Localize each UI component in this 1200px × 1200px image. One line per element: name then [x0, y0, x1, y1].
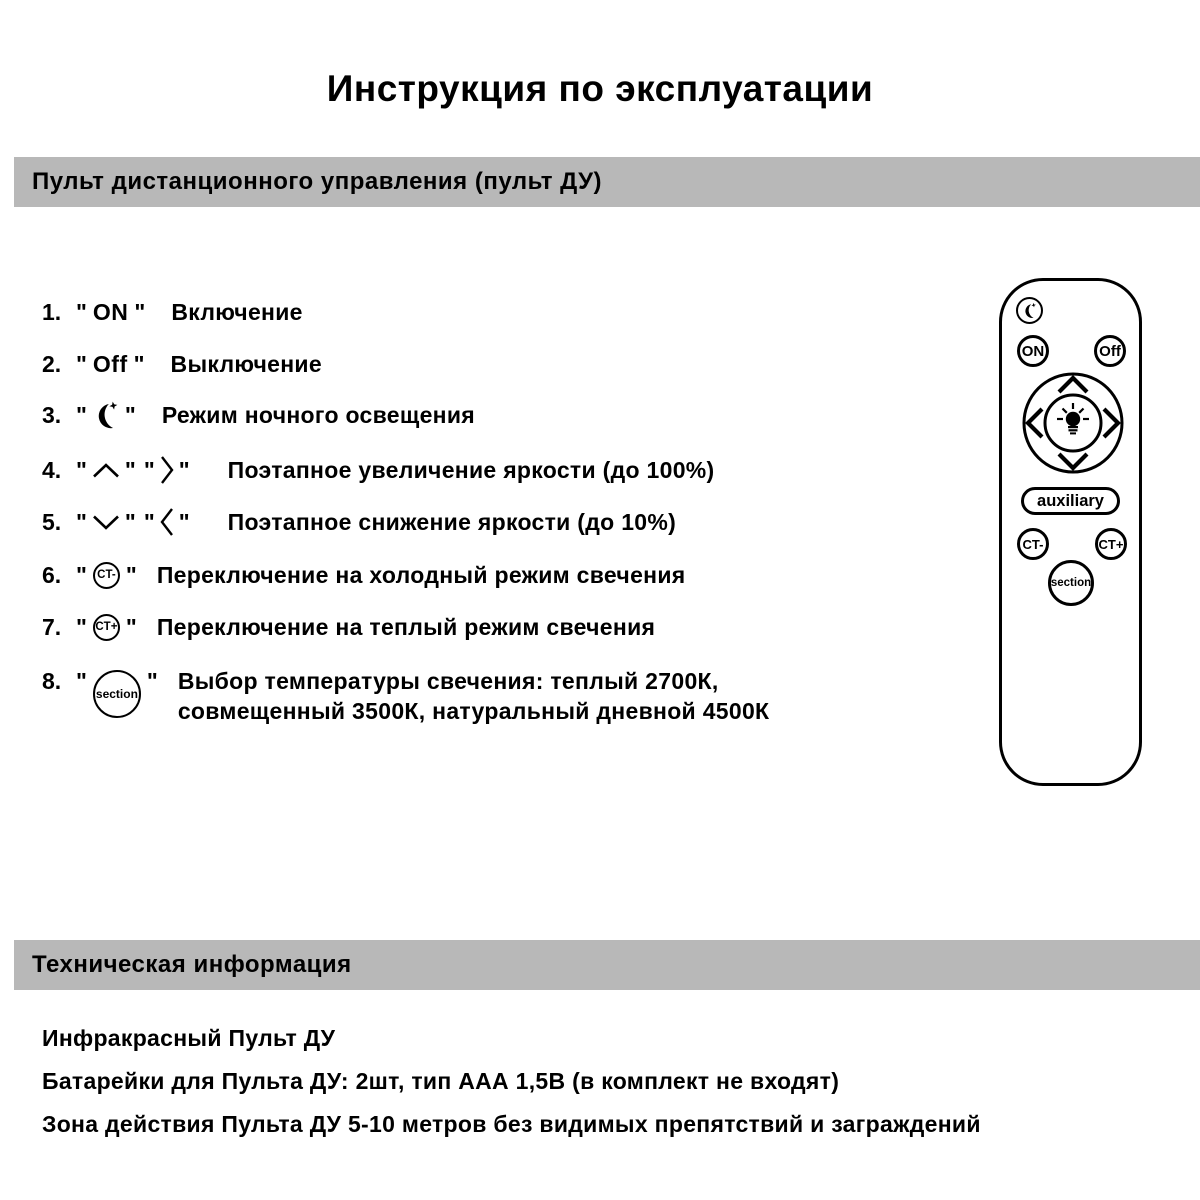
list-item-section: [42, 663, 769, 728]
quote-mark: ": [146, 668, 158, 694]
quote-mark: ": [178, 508, 190, 535]
section-button: [1048, 560, 1094, 606]
quote-mark: ": [76, 401, 87, 428]
ct-minus-button: [1017, 528, 1049, 560]
list-item-night-mode: [42, 399, 475, 431]
section-badge: [93, 670, 141, 718]
item-number: 4.: [42, 456, 62, 483]
remote-control-illustration: [999, 278, 1142, 786]
list-item-off: [42, 348, 322, 380]
on-label: ON: [92, 298, 129, 325]
section-button-label: section: [1050, 577, 1092, 589]
quote-mark: ": [124, 508, 136, 535]
off-button: [1094, 335, 1126, 367]
angle-left-icon: [159, 506, 175, 538]
item-number: 2.: [42, 350, 62, 377]
list-item-ct-plus: [42, 611, 655, 643]
section-label: section: [95, 687, 138, 701]
quote-mark: ": [76, 298, 87, 325]
quote-mark: ": [76, 668, 87, 694]
chevron-up-icon: [91, 462, 121, 479]
description-line-2: совмещенный 3500К, натуральный дневной 4500К: [177, 698, 770, 724]
chevron-down-icon: [91, 514, 121, 531]
chevron-right-icon: [1104, 409, 1118, 437]
quote-mark: ": [124, 456, 136, 483]
night-mode-button: [1016, 297, 1043, 324]
list-item-on: [42, 296, 303, 328]
ct-plus-label: CT+: [95, 621, 118, 633]
item-number: 8.: [42, 668, 62, 694]
section-heading-tech: [14, 940, 1200, 990]
ct-minus-label: CT-: [97, 569, 116, 581]
quote-mark: ": [134, 298, 146, 325]
off-label: Off: [92, 350, 128, 377]
ct-plus-button: [1095, 528, 1127, 560]
on-button-label: ON: [1021, 342, 1045, 360]
tech-info-line: Инфракрасный Пульт ДУ: [42, 1025, 336, 1051]
ct-plus-badge: [93, 614, 120, 641]
quote-mark: ": [143, 508, 155, 535]
ct-minus-button-label: CT-: [1022, 536, 1044, 552]
quote-mark: ": [143, 456, 155, 483]
description-line-1: Выбор температуры свечения: теплый 2700К,: [177, 668, 719, 694]
section-heading-remote: [14, 157, 1200, 207]
tech-info-line: Батарейки для Пульта ДУ: 2шт, тип ААА 1,5В (в комплект не входят): [42, 1068, 840, 1094]
quote-mark: ": [76, 561, 87, 588]
angle-right-icon: [159, 454, 175, 486]
item-description: Поэтапное снижение яркости (до 10%): [227, 508, 677, 535]
list-item-ct-minus: [42, 559, 686, 591]
item-number: 6.: [42, 561, 62, 588]
list-item-brightness-up: [42, 454, 715, 486]
item-description: Включение: [171, 298, 303, 325]
quote-mark: ": [133, 350, 145, 377]
chevron-left-icon: [1028, 409, 1042, 437]
quote-mark: ": [76, 456, 87, 483]
item-description: Режим ночного освещения: [161, 401, 476, 428]
brightness-bulb-icon: [1057, 403, 1089, 434]
item-number: 5.: [42, 508, 62, 535]
chevron-up-icon: [1059, 378, 1087, 392]
quote-mark: ": [76, 350, 87, 377]
quote-mark: ": [124, 401, 136, 428]
ct-plus-button-label: CT+: [1098, 536, 1124, 552]
item-description: [178, 666, 770, 726]
moon-night-icon: [1021, 302, 1038, 319]
list-item-brightness-down: [42, 506, 676, 538]
item-description: Переключение на холодный режим свечения: [156, 561, 686, 588]
moon-night-icon: [91, 400, 121, 430]
quote-mark: ": [125, 561, 137, 588]
quote-mark: ": [125, 613, 137, 640]
off-button-label: Off: [1099, 342, 1121, 360]
quote-mark: ": [76, 613, 87, 640]
brightness-arrow-pad: [1022, 372, 1124, 474]
section-heading-remote-label: Пульт дистанционного управления (пульт ДУ): [32, 168, 602, 195]
ct-minus-badge: [93, 562, 120, 589]
item-description: Переключение на теплый режим свечения: [156, 613, 656, 640]
item-number: 3.: [42, 401, 62, 428]
item-description: Выключение: [170, 350, 322, 377]
item-description: Поэтапное увеличение яркости (до 100%): [227, 456, 715, 483]
chevron-down-icon: [1059, 454, 1087, 468]
tech-info-line: Зона действия Пульта ДУ 5-10 метров без видимых препятствий и заграждений: [42, 1111, 981, 1137]
item-number: 1.: [42, 298, 62, 325]
quote-mark: ": [178, 456, 190, 483]
quote-mark: ": [76, 508, 87, 535]
item-number: 7.: [42, 613, 62, 640]
section-heading-tech-label: Техническая информация: [32, 951, 352, 978]
auxiliary-button-label: auxiliary: [1037, 491, 1104, 510]
auxiliary-button: [1021, 487, 1120, 515]
on-button: [1017, 335, 1049, 367]
page-title: Инструкция по эксплуатации: [326, 68, 874, 109]
